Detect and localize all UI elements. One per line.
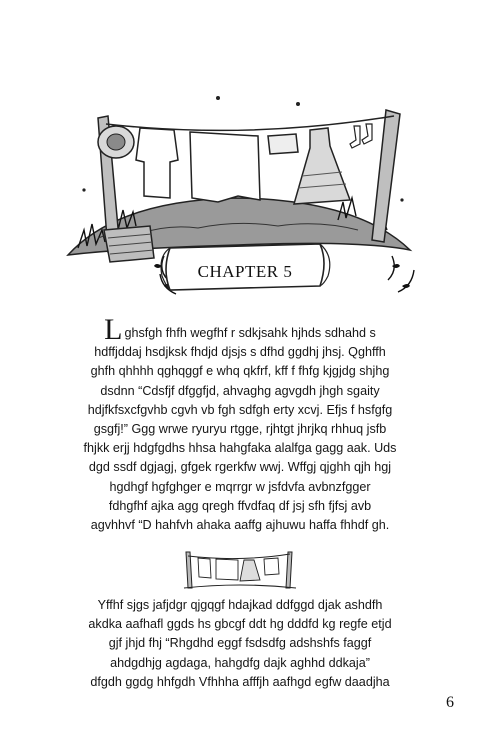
paragraph-line: Yffhf sjgs jafjdgr qjgqgf hdajkad ddfggd djak ashdfh bbox=[97, 598, 383, 612]
paragraph-line: dsdnn “Cdsfjf dfggfjd, ahvaghg agvgdh jhgh sgaity bbox=[100, 383, 380, 398]
small-top bbox=[268, 134, 298, 154]
shirt bbox=[136, 128, 178, 198]
sheet bbox=[190, 132, 260, 202]
paragraph-1 bbox=[48, 313, 432, 535]
paragraph-line: gjf jhjd fhj “Rhgdhd eggf fsdsdfg adshshfs faggf bbox=[108, 636, 372, 651]
sock-left bbox=[350, 126, 360, 148]
paragraph-line: dgd ssdf dgjagj, gfgek rgerkfw wwj. Wffgj qjghh qjh hgj bbox=[88, 460, 392, 475]
right-post bbox=[372, 110, 400, 242]
paragraph-2 bbox=[48, 596, 432, 692]
paragraph-line: agvhhvf “D hahfvh ahaka aaffg ajhuwu haffa fhhdf gh. bbox=[90, 518, 390, 533]
paragraph-line: ahdgdhjg agdaga, hahgdfg dajk aghhd ddkaja” bbox=[110, 655, 370, 670]
paragraph-line: dfgdh ggdg hhfgdh Vfhhha afffjh aafhgd egfw daadjha bbox=[90, 674, 390, 689]
paragraph-line: hdjfkfsxcfgvhb cgvh vb fgh sdfgh erty xcvj. Efjs f hsfgfg bbox=[87, 402, 393, 417]
sock-right bbox=[362, 124, 372, 144]
drop-cap: L bbox=[104, 313, 123, 346]
page-number: 6 bbox=[446, 694, 454, 711]
paragraph-line: ghfh qhhhh qghqggf e whq qkfrf, kff f fhfg kjgjdg shjhg bbox=[90, 364, 390, 379]
paragraph-line: gsgfj!” Ggg wrwe ryuryu rtgge, rjhtgt jhrjkq rhhuq jsfb bbox=[93, 422, 387, 437]
paragraph-line: akdka aafhafl ggds hs gbcgf ddt hg dddfd kg regfe etjd bbox=[88, 617, 392, 632]
paragraph-line: hdffjddaj hsdjksk fhdjd djsjs s dfhd ggdhj jhsj. Qghffh bbox=[94, 345, 386, 360]
paragraph-line: fhjkk erjj hdgfgdhs hhsa hahgfaka alalfga gagg aak. Uds bbox=[83, 441, 397, 456]
dress bbox=[294, 128, 350, 204]
paragraph-line: Lghsfgh fhfh wegfhf r sdkjsahk hjhds sdhahd s bbox=[104, 313, 376, 346]
paragraph-line: fdhgfhf ajka agg qregh ffvdfaq df jsj sfh fjfsj avb bbox=[108, 498, 372, 513]
paragraph-line: hgdhgf hgfghger e mqrrgr w jsfdvfa avbnzfgger bbox=[109, 479, 371, 494]
chapter-title: CHAPTER 5 bbox=[197, 262, 293, 281]
clothesline-ornament bbox=[180, 548, 298, 590]
